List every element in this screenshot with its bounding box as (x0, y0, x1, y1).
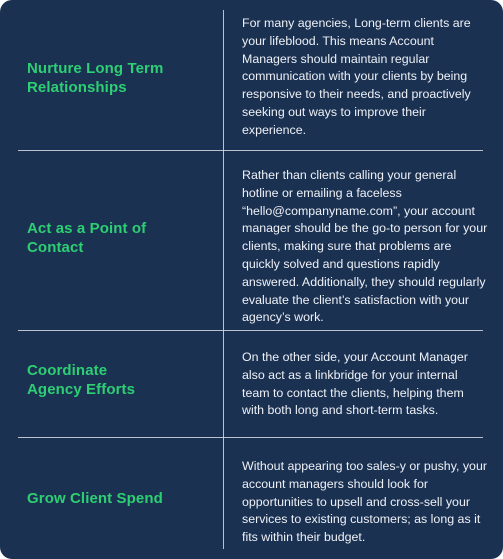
row-title: Nurture Long Term Relationships (27, 60, 164, 96)
row-description: On the other side, your Account Manager also act as a linkbridge for your internal team to contact the clients, helping them with both long and short-term tasks. (242, 350, 468, 418)
row-description: Rather than clients calling your general hotline or emailing a faceless “hello@companyname.com”, your account manager should be the go-to person for your clients, making sure that problems are quickly solved and questions rapidly answered. Additionally, they should regularly evaluate the client’s satisfaction with your agency’s work. (242, 168, 488, 325)
row-title: Grow Client Spend (27, 490, 163, 507)
row-title: Coordinate Agency Efforts (27, 362, 136, 398)
row-description: For many agencies, Long-term clients are your lifeblood. This means Account Managers should maintain regular communication with your clients by being responsive to their needs, and proactively seeking out ways to improve their experience. (242, 16, 471, 137)
row-nurture-relationships (18, 0, 483, 150)
row-description: Without appearing too sales-y or pushy, your account managers should look for opportunities to upsell and cross-sell your services to existing customers; as long as it fits within their budget. (242, 459, 487, 545)
row-point-of-contact (18, 151, 488, 330)
row-coordinate-efforts (18, 331, 483, 437)
row-title: Act as a Point of Contact (27, 220, 147, 256)
row-grow-client-spend (18, 438, 487, 559)
